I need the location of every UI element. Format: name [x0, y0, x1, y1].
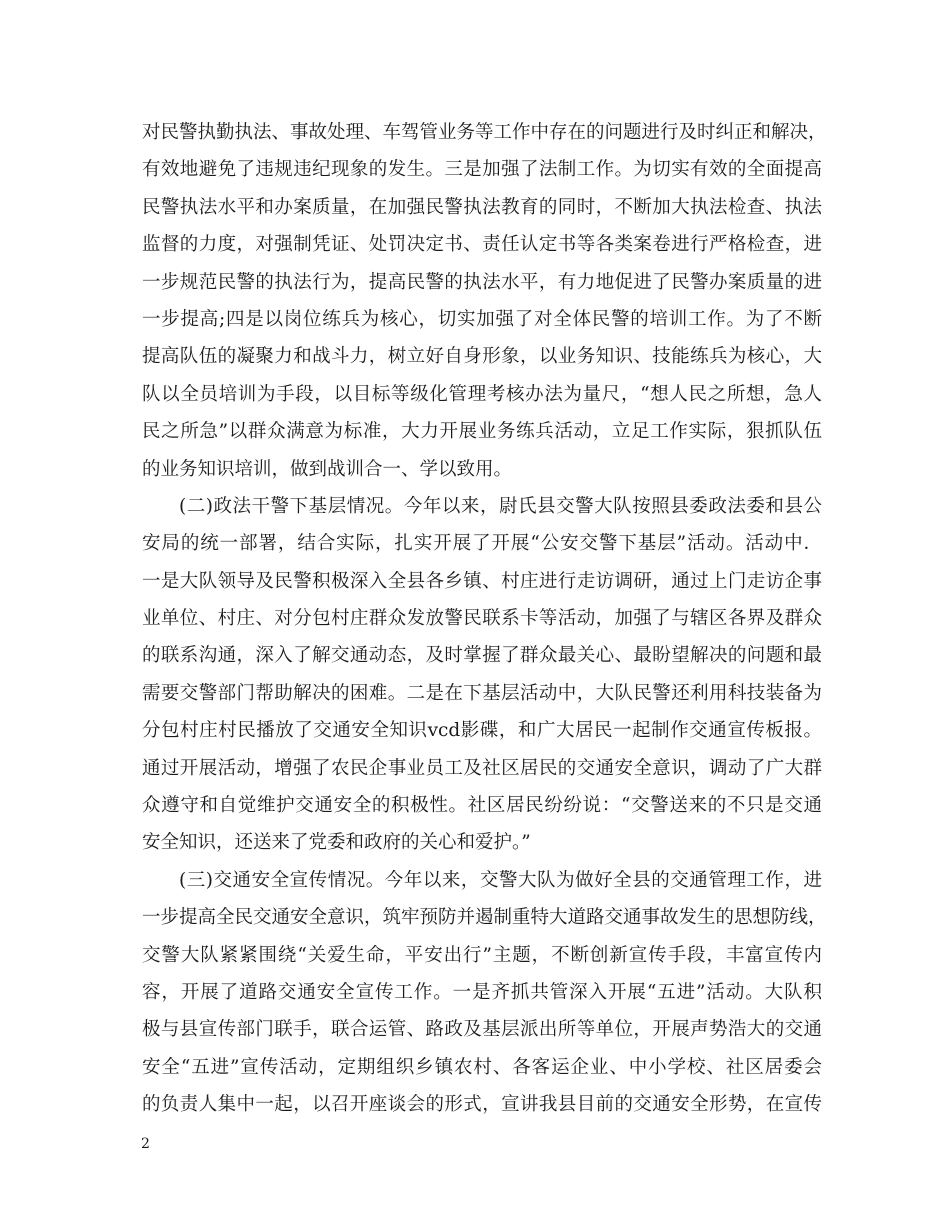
page-number: 2: [141, 1136, 150, 1152]
text-line: 业单位、村庄、对分包村庄群众发放警民联系卡等活动，加强了与辖区各界及群众: [142, 608, 822, 630]
text-line: 需要交警部门帮助解决的困难。二是在下基层活动中，大队民警还利用科技装备为: [142, 682, 822, 704]
text-line: 交警大队紧紧围绕“关爱生命，平安出行”主题，不断创新宣传手段，丰富宣传内: [142, 944, 822, 966]
paragraph-start-line: (三)交通安全宣传情况。今年以来，交警大队为做好全县的交通管理工作，进: [179, 869, 822, 891]
text-line: 对民警执勤执法、事故处理、车驾管业务等工作中存在的问题进行及时纠正和解决，: [142, 122, 827, 143]
text-line: 的联系沟通，深入了解交通动态，及时掌握了群众最关心、最盼望解决的问题和最: [142, 645, 822, 667]
text-line: 一步规范民警的执法行为，提高民警的执法水平，有力地促进了民警办案质量的进: [142, 271, 822, 293]
body-text: [142, 114, 827, 1124]
text-line: 民之所急”以群众满意为标准，大力开展业务练兵活动，立足工作实际，狠抓队伍: [142, 421, 822, 443]
text-line: 一步提高全民交通安全意识，筑牢预防并遏制重特大道路交通事故发生的思想防线，: [142, 907, 827, 929]
text-line: 一步提高;四是以岗位练兵为核心，切实加强了对全体民警的培训工作。为了不断: [142, 308, 822, 330]
text-line: 一是大队领导及民警积极深入全县各乡镇、村庄进行走访调研，通过上门走访企事: [142, 570, 822, 592]
text-line: 安局的统一部署，结合实际，扎实开展了开展“公安交警下基层”活动。活动中．: [142, 533, 822, 555]
text-line: 有效地避免了违规违纪现象的发生。三是加强了法制工作。为切实有效的全面提高: [142, 159, 822, 181]
text-line: 通过开展活动，增强了农民企事业员工及社区居民的交通安全意识，调动了广大群: [142, 757, 822, 779]
text-line: 监督的力度，对强制凭证、处罚决定书、责任认定书等各类案卷进行严格检查，进: [142, 234, 822, 256]
text-line: 提高队伍的凝聚力和战斗力，树立好自身形象，以业务知识、技能练兵为核心，大: [142, 346, 822, 368]
paragraph-start-line: (二)政法干警下基层情况。今年以来，尉氏县交警大队按照县委政法委和县公: [179, 495, 822, 517]
text-line: 的负责人集中一起，以召开座谈会的形式，宣讲我县目前的交通安全形势，在宣传: [142, 1094, 822, 1116]
text-line: 分包村庄村民播放了交通安全知识vcd影碟，和广大居民一起制作交通宣传板报。: [142, 720, 822, 742]
text-line: 极与县宣传部门联手，联合运管、路政及基层派出所等单位，开展声势浩大的交通: [142, 1019, 822, 1041]
text-line: 容，开展了道路交通安全宣传工作。一是齐抓共管深入开展“五进”活动。大队积: [142, 981, 822, 1003]
text-line: 安全知识，还送来了党委和政府的关心和爱护。”: [142, 832, 531, 854]
text-line: 众遵守和自觉维护交通安全的积极性。社区居民纷纷说：“交警送来的不只是交通: [142, 795, 822, 817]
text-line: 队以全员培训为手段，以目标等级化管理考核办法为量尺，“想人民之所想，急人: [142, 383, 822, 405]
text-line: 安全“五进”宣传活动，定期组织乡镇农村、各客运企业、中小学校、社区居委会: [142, 1056, 822, 1078]
text-line: 的业务知识培训，做到战训合一、学以致用。: [142, 458, 513, 480]
text-line: 民警执法水平和办案质量，在加强民警执法教育的同时，不断加大执法检查、执法: [142, 196, 822, 218]
